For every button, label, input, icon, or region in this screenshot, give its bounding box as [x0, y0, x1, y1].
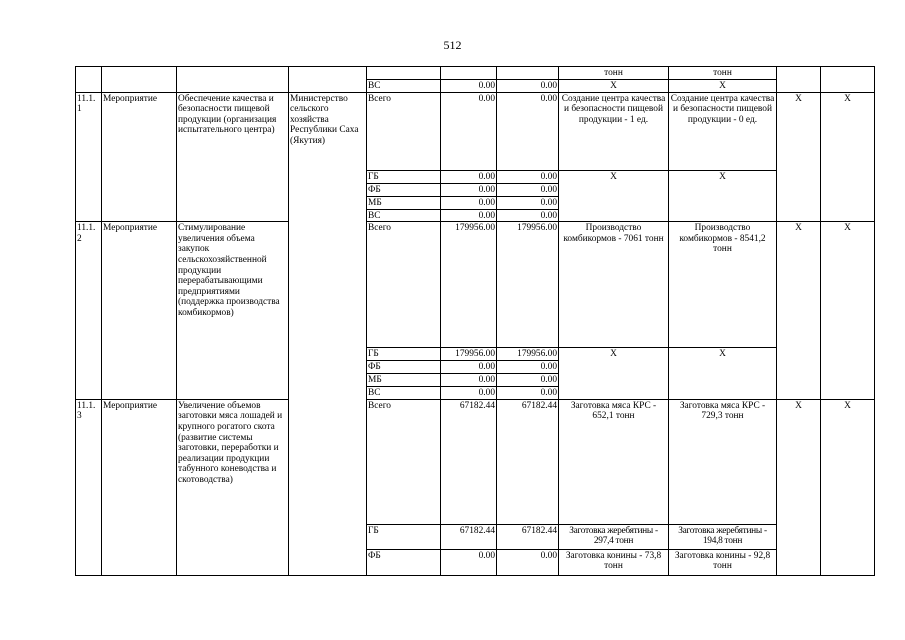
name-cell	[177, 67, 289, 93]
table-row	[76, 92, 875, 170]
indicator-cell: Х	[559, 348, 669, 400]
indicator-cell: Заготовка конины - 73,8 тонн	[559, 549, 669, 575]
source-cell: ВС	[367, 209, 441, 222]
number-cell: 11.1. 1	[76, 92, 102, 222]
indicator-cell: Х	[559, 79, 669, 92]
name-cell: Увеличение объемов заготовки мяса лошадей и крупного рогатого скота (развитие системы заготовки, переработки и реализации продукции табунного коневодства и скотоводства)	[177, 399, 289, 575]
source-cell: ГБ	[367, 348, 441, 361]
value-cell: 0.00	[497, 209, 559, 222]
source-cell: ВС	[367, 79, 441, 92]
value-cell: 0.00	[497, 92, 559, 170]
value-cell: 0.00	[441, 209, 497, 222]
value-cell: 0.00	[441, 549, 497, 575]
value-cell: 0.00	[441, 170, 497, 183]
value-cell: 67182.44	[497, 524, 559, 549]
value-cell	[497, 67, 559, 80]
indicator-cell: тонн	[669, 67, 777, 80]
mark-cell	[821, 67, 875, 93]
source-cell	[367, 67, 441, 80]
value-cell: 0.00	[497, 549, 559, 575]
value-cell: 179956.00	[497, 222, 559, 348]
value-cell: 0.00	[497, 183, 559, 196]
indicator-cell: Х	[669, 348, 777, 400]
value-cell: 0.00	[497, 170, 559, 183]
indicator-cell: Заготовка жеребятины - 194,8 тонн	[669, 524, 777, 549]
mark-cell	[777, 67, 821, 93]
value-cell: 0.00	[497, 374, 559, 387]
type-cell: Мероприятие	[102, 222, 177, 400]
value-cell: 67182.44	[441, 399, 497, 524]
number-cell: 11.1. 3	[76, 399, 102, 575]
page-number: 512	[443, 38, 462, 52]
value-cell: 0.00	[441, 196, 497, 209]
value-cell: 179956.00	[441, 222, 497, 348]
indicator-cell: Заготовка жеребятины - 297,4 тонн	[559, 524, 669, 549]
indicator-cell: Заготовка конины - 92,8 тонн	[669, 549, 777, 575]
executor-cell: Министерство сельского хозяйства Республики Саха (Якутия)	[289, 92, 367, 575]
source-cell: Всего	[367, 222, 441, 348]
indicator-cell: Заготовка мяса КРС - 652,1 тонн	[559, 399, 669, 524]
value-cell: 0.00	[441, 92, 497, 170]
mark-cell: Х	[821, 399, 875, 575]
name-cell: Обеспечение качества и безопасности пищевой продукции (организация испытательного центра)	[177, 92, 289, 222]
value-cell: 67182.44	[497, 399, 559, 524]
indicator-cell: Создание центра качества и безопасности пищевой продукции - 1 ед.	[559, 92, 669, 170]
source-cell: ГБ	[367, 524, 441, 549]
mark-cell: Х	[777, 399, 821, 575]
indicator-cell: Х	[669, 170, 777, 222]
mark-cell: Х	[821, 92, 875, 222]
value-cell	[441, 67, 497, 80]
value-cell: 179956.00	[497, 348, 559, 361]
name-cell: Стимулирование увеличения объема закупок сельскохозяйственной продукции перерабатывающими предприятиями (поддержка производства комбикормов)	[177, 222, 289, 400]
source-cell: Всего	[367, 399, 441, 524]
value-cell: 0.00	[497, 79, 559, 92]
value-cell: 67182.44	[441, 524, 497, 549]
type-cell	[102, 67, 177, 93]
type-cell: Мероприятие	[102, 92, 177, 222]
indicator-cell: Заготовка мяса КРС - 729,3 тонн	[669, 399, 777, 524]
value-cell: 0.00	[441, 183, 497, 196]
indicator-cell: Х	[669, 79, 777, 92]
value-cell: 179956.00	[441, 348, 497, 361]
indicator-cell: Производство комбикормов - 8541,2 тонн	[669, 222, 777, 348]
value-cell: 0.00	[497, 196, 559, 209]
indicator-cell: тонн	[559, 67, 669, 80]
source-cell: МБ	[367, 196, 441, 209]
source-cell: ГБ	[367, 170, 441, 183]
value-cell: 0.00	[441, 361, 497, 374]
source-cell: ФБ	[367, 361, 441, 374]
program-table	[75, 66, 875, 576]
mark-cell: Х	[777, 92, 821, 222]
table-row	[76, 67, 875, 80]
table-row	[76, 399, 875, 524]
number-cell: 11.1. 2	[76, 222, 102, 400]
source-cell: ВС	[367, 387, 441, 400]
mark-cell: Х	[777, 222, 821, 400]
value-cell: 0.00	[441, 79, 497, 92]
source-cell: МБ	[367, 374, 441, 387]
source-cell: Всего	[367, 92, 441, 170]
executor-cell	[289, 67, 367, 93]
mark-cell: Х	[821, 222, 875, 400]
type-cell: Мероприятие	[102, 399, 177, 575]
table-row	[76, 222, 875, 348]
indicator-cell: Производство комбикормов - 7061 тонн	[559, 222, 669, 348]
value-cell: 0.00	[497, 361, 559, 374]
number-cell	[76, 67, 102, 93]
source-cell: ФБ	[367, 183, 441, 196]
source-cell: ФБ	[367, 549, 441, 575]
indicator-cell: Создание центра качества и безопасности пищевой продукции - 0 ед.	[669, 92, 777, 170]
value-cell: 0.00	[441, 374, 497, 387]
indicator-cell: Х	[559, 170, 669, 222]
value-cell: 0.00	[497, 387, 559, 400]
value-cell: 0.00	[441, 387, 497, 400]
